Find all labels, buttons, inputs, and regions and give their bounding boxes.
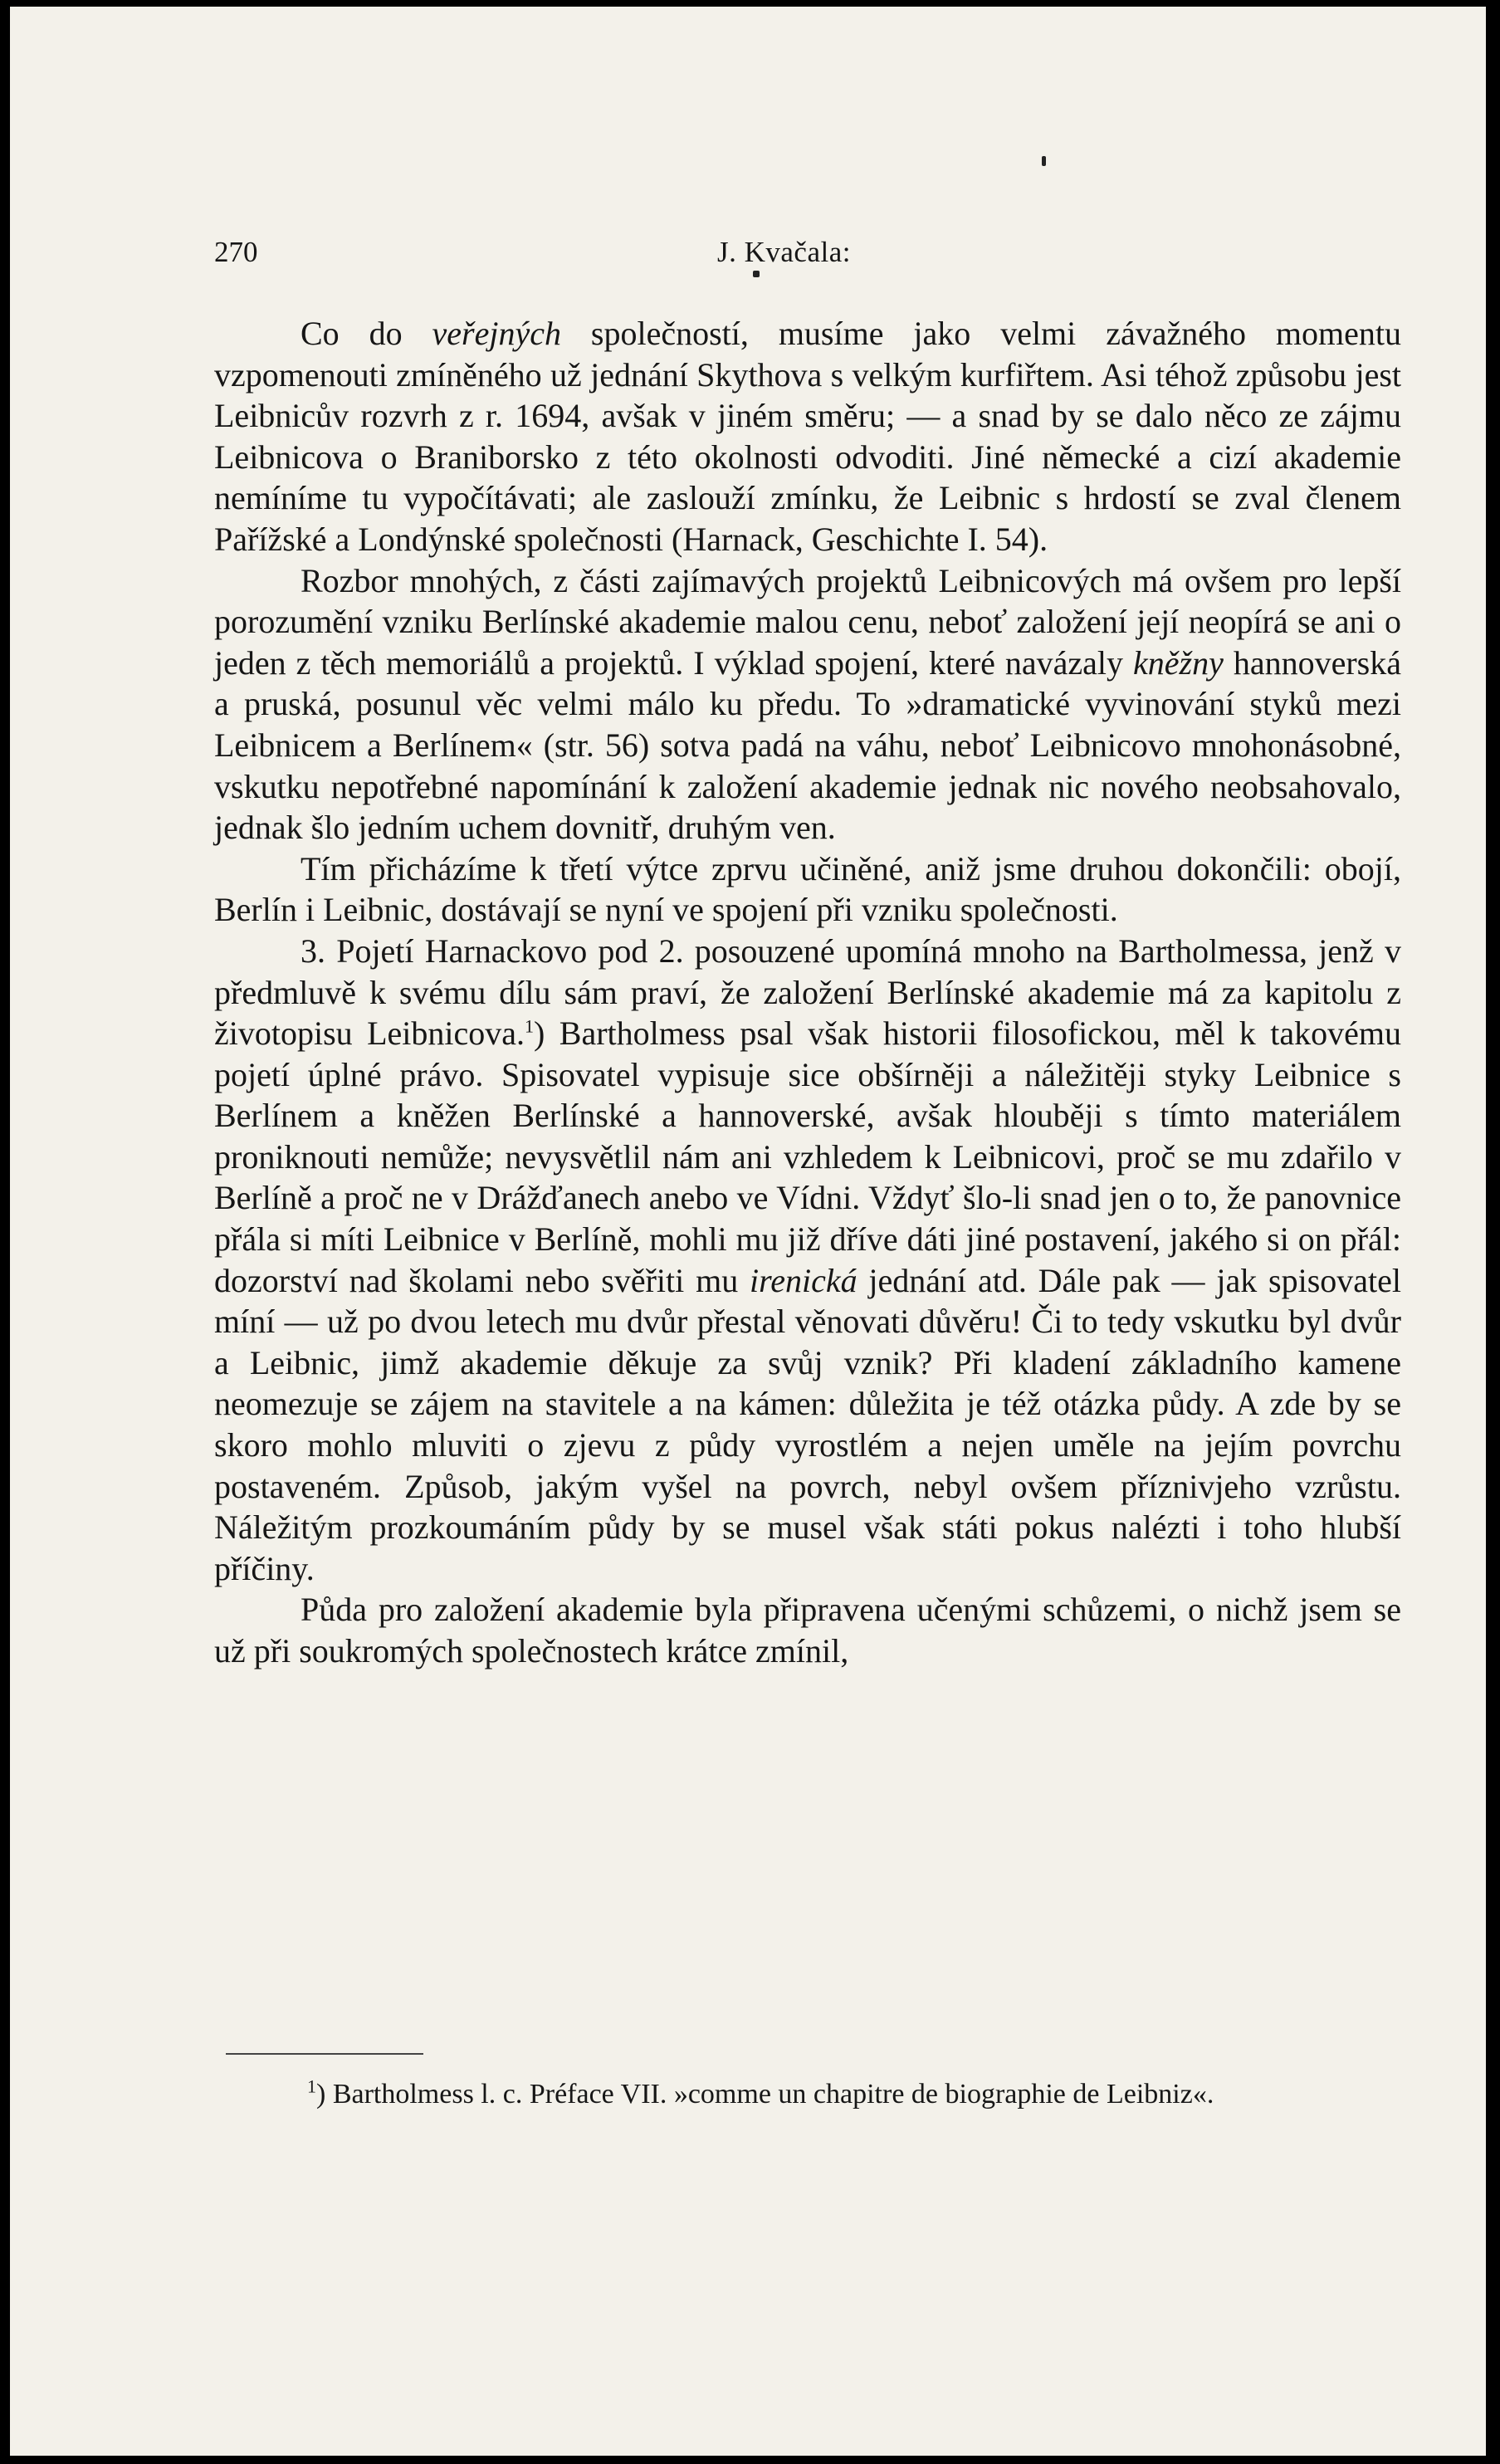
page-number: 270 — [214, 236, 258, 268]
paragraph-3: Tím přicházíme k třetí výtce zprvu učiněné, aniž jsme druhou dokončili: obojí, Berlín i Leibnic, dostávají se nyní ve spojení při vzniku společnosti. — [214, 849, 1401, 929]
author-title: J. Kvačala: — [717, 236, 851, 268]
body-text — [214, 313, 1401, 1672]
footnote-reference: 1 — [525, 1015, 535, 1037]
paragraph-1: Co do veřejných společností, musíme jako velmi závažného momentu vzpomenouti zmíněného už jednání Skythova s velkým kurfiřtem. Asi téhož způsobu jest Leibnicův rozvrh z r. 1694, avšak v jiném směru; — a snad by se dalo něco ze zájmu Leibnicova o Braniborsko z této okolnosti odvoditi. Jiné německé a cizí akademie nemíníme tu vypočítávati; ale zaslouží zmínku, že Leibnic s hrdostí se zval členem Pařížské a Londýnské společnosti (Harnack, Geschichte I. 54). — [214, 315, 1401, 558]
ink-speck — [1042, 156, 1046, 166]
paragraph-5: Půda pro založení akademie byla připravena učenými schůzemi, o nichž jsem se už při soukromých společnostech krátce zmínil, — [214, 1591, 1401, 1670]
footnote-text: ) Bartholmess l. c. Préface VII. »comme un chapitre de biographie de Leibniz«. — [316, 2079, 1214, 2110]
footnote-marker: 1 — [307, 2075, 316, 2097]
paragraph-2: Rozbor mnohých, z části zajímavých projektů Leibnicových má ovšem pro lepší porozumění vzniku Berlínské akademie malou cenu, neboť založení její neopírá se ani o jeden z těch memoriálů a projektů. I výklad spojení, které navázaly kněžny hannoverská a pruská, posunul věc velmi málo ku předu. To »dramatické vyvinování styků mezi Leibnicem a Berlínem« (str. 56) sotva padá na váhu, neboť Leibnicovo mnohonásobné, vskutku nepotřebné napomínání k založení akademie jednak nic nového neobsahovalo, jednak šlo jedním uchem dovnitř, druhým ven. — [214, 561, 1401, 847]
italic-term: irenická — [750, 1261, 857, 1299]
scanned-page — [10, 7, 1486, 2456]
italic-term: veřejných — [432, 315, 561, 352]
footnote-rule — [226, 2053, 423, 2055]
footnote — [227, 2077, 1402, 2112]
paragraph-4: 3. Pojetí Harnackovo pod 2. posouzené upomíná mnoho na Bartholmessa, jenž v předmluvě k svému dílu sám praví, že založení Berlínské akademie má za kapitolu z životopisu Leibnicova.$^1$) Bartholmess psal však historii filosofickou, měl k takovému pojetí úplné právo. Spisovatel vypisuje sice obšírněji a náležitěji styky Leibnice s Berlínem a kněžen Berlínské a hannoverské, avšak hlouběji s tímto materiálem proniknouti nemůže; nevysvětlil nám ani vzhledem k Leibnicovi, proč se mu zdařilo v Berlíně a proč ne v Drážďanech anebo ve Vídni. Vždyť šlo-li snad jen o to, že panovnice přála si míti Leibnice v Berlíně, mohli mu již dříve dáti jiné postavení, jakého si on přál: dozorství nad školami nebo svěřiti mu irenická jednání atd. Dále pak — jak spisovatel míní — už po dvou letech mu dvůr přestal věnovati důvěru! Či to tedy vskutku byl dvůr a Leibnic, jimž akademie děkuje za svůj vznik? Při kladení základního kamene neomezuje se zájem na stavitele a na kámen: důležita je též otázka půdy. A zde by se skoro mohlo mluviti o zjevu z půdy vyrostlém a nejen uměle na jejím povrchu postaveném. Způsob, jakým vyšel na povrch, nebyl ovšem příznivjeho vzrůstu. Náležitým prozkoumáním půdy by se musel však státi pokus nalézti i toho hlubší příčiny. — [214, 931, 1401, 1587]
italic-term: kněžny — [1133, 643, 1224, 682]
running-head — [214, 236, 1401, 277]
